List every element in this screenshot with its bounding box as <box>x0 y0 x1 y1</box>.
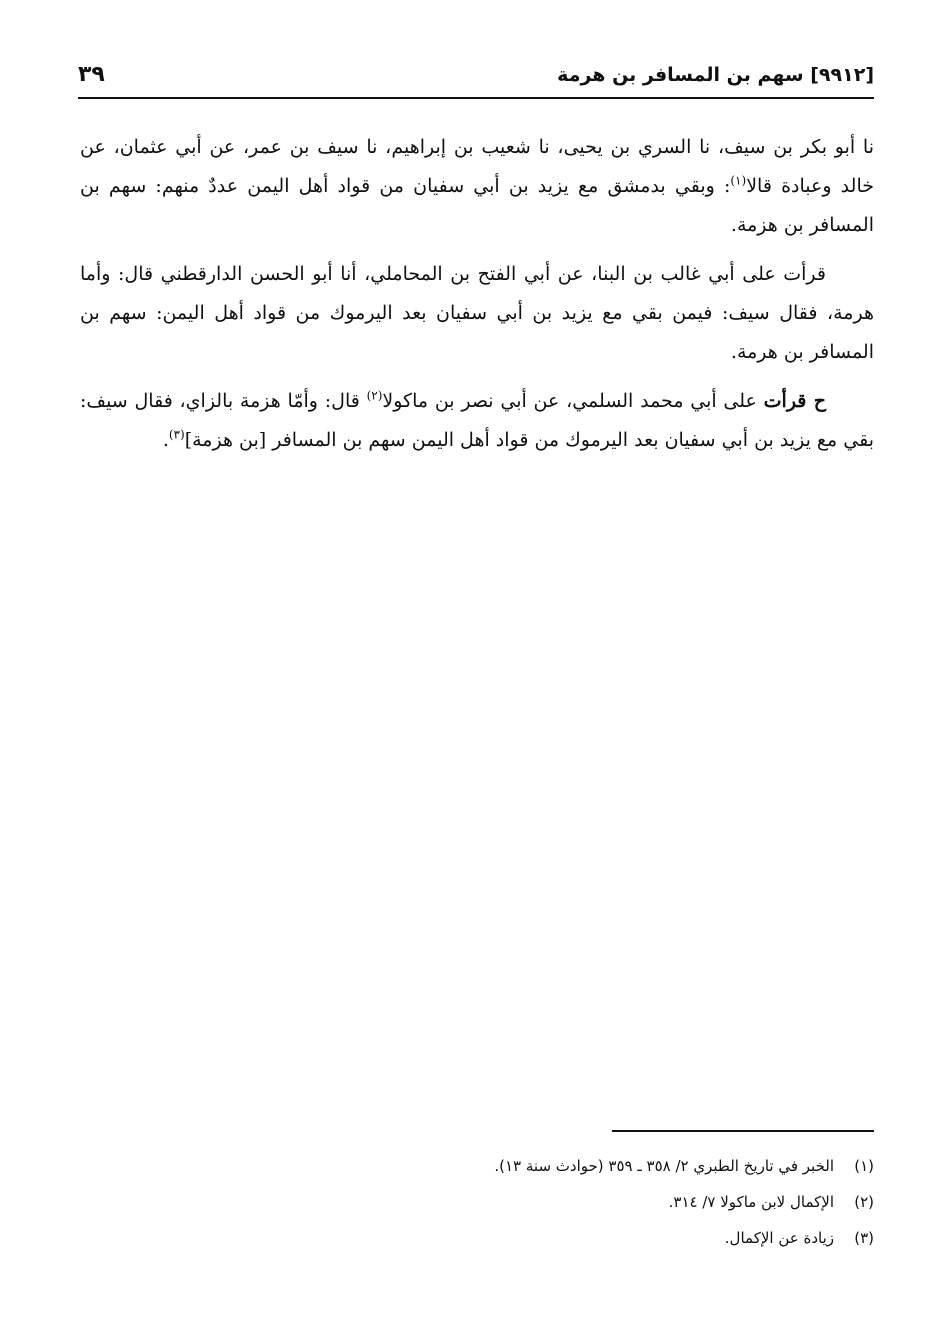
running-title: [٩٩١٢] سهم بن المسافر بن هرمة <box>557 64 874 86</box>
paragraph-1-text-a: نا أبو بكر بن سيف، نا السري بن يحيى، نا شعيب بن إبراهيم، نا سيف بن عمر، عن أبي عثمان، عن خالد وعبادة قالا <box>80 136 874 197</box>
paragraph-1 <box>80 128 874 245</box>
footnote-3-text: زيادة عن الإكمال. <box>724 1229 834 1247</box>
footnote-1-text: الخبر في تاريخ الطبري ٢/ ٣٥٨ ـ ٣٥٩ (حوادث سنة ١٣). <box>494 1157 834 1175</box>
footnote-2-number: (٢) <box>854 1193 874 1211</box>
page-number: ٣٩ <box>78 62 105 87</box>
footnote-2 <box>300 1184 874 1220</box>
paragraph-2-text: قرأت على أبي غالب بن البنا، عن أبي الفتح بن المحاملي، أنا أبو الحسن الدارقطني قال: وأما هرمة، فقال سيف: فيمن بقي مع يزيد بن أبي سفيان بعد اليرموك من قواد أهل اليمن: سهم بن المسافر بن هرمة. <box>80 263 874 363</box>
footnote-ref-1: (١) <box>730 173 747 188</box>
paragraph-3 <box>80 382 874 460</box>
paragraph-1-text-b: : وبقي بدمشق مع يزيد بن أبي سفيان من قواد أهل اليمن عددٌ منهم: سهم بن المسافر بن هزمة. <box>80 175 874 236</box>
paragraph-3-text-b: قال: وأمّا هزمة بالزاي، فقال سيف: بقي مع يزيد بن أبي سفيان بعد اليرموك من قواد أهل اليمن سهم بن المسافر [بن هزمة] <box>80 390 874 451</box>
paragraph-3-text-c: . <box>162 429 169 451</box>
footnote-1 <box>300 1148 874 1184</box>
paragraph-3-lead: ح قرأت <box>763 390 826 412</box>
footnote-3 <box>300 1220 874 1256</box>
footnote-ref-2: (٢) <box>366 388 383 403</box>
footnotes <box>300 1148 874 1256</box>
footnote-2-text: الإكمال لابن ماكولا ٧/ ٣١٤. <box>668 1193 834 1211</box>
main-text <box>80 128 874 470</box>
page-header <box>78 58 874 92</box>
footnote-divider <box>612 1130 874 1132</box>
footnote-3-number: (٣) <box>854 1229 874 1247</box>
paragraph-3-text-a: على أبي محمد السلمي، عن أبي نصر بن ماكولا <box>382 390 764 412</box>
footnote-ref-3: (٣) <box>168 427 185 442</box>
paragraph-2 <box>80 255 874 372</box>
header-divider <box>78 97 874 99</box>
footnote-1-number: (١) <box>854 1157 874 1175</box>
